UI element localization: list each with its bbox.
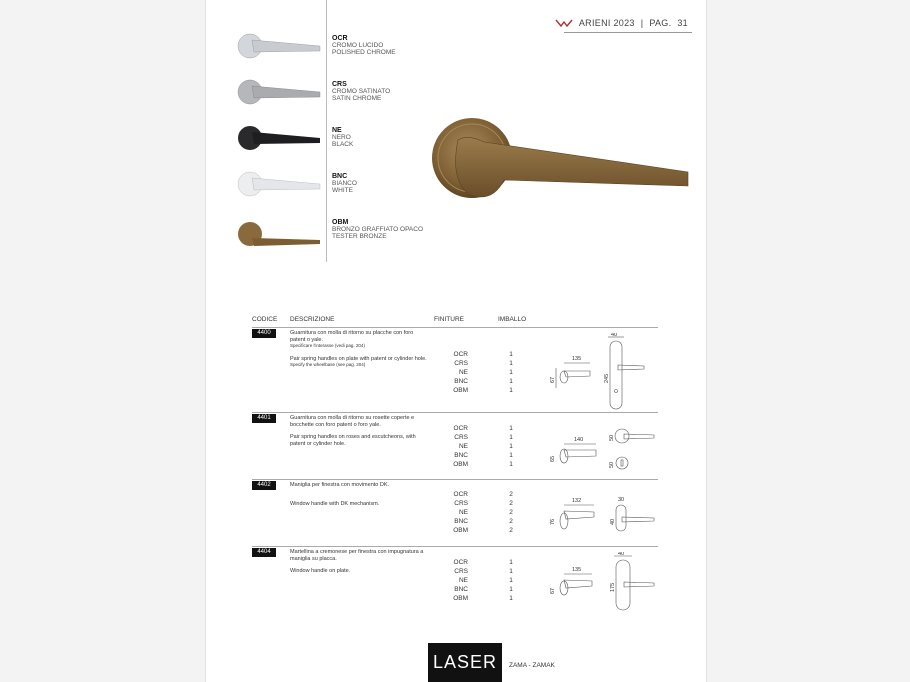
- col-code: CODICE: [252, 316, 278, 323]
- col-description: DESCRIZIONE: [290, 316, 335, 323]
- technical-drawing: [544, 552, 656, 614]
- finish-code: CRS: [454, 434, 468, 441]
- dim-height: 67: [550, 376, 556, 383]
- product-description: [290, 330, 430, 375]
- note-en: Specify the wheelbase (see pag. 204): [290, 362, 366, 367]
- finish-name-en: SATIN CHROME: [332, 95, 382, 102]
- table-rule: [252, 479, 658, 480]
- note-it: Specificare l'interasse (vedi pag. 204): [290, 343, 365, 348]
- handle-thumbnail-obm-icon: [236, 216, 326, 252]
- pack-qty: 1: [509, 595, 513, 602]
- pack-qty: 1: [509, 452, 513, 459]
- dim-plate-height: 245: [604, 373, 610, 383]
- pack-qty: 2: [509, 527, 513, 534]
- handle-thumbnail-crs-icon: [236, 78, 326, 114]
- table-rule: [252, 327, 658, 328]
- pack-qty: 1: [509, 360, 513, 367]
- pack-qty: 1: [509, 434, 513, 441]
- finish-code: BNC: [454, 518, 468, 525]
- dim-length: 135: [572, 356, 582, 362]
- brand-name: ARIENI 2023: [578, 18, 635, 28]
- technical-drawing: [544, 489, 656, 545]
- pack-qty: 1: [509, 577, 513, 584]
- product-code: 4404: [252, 548, 276, 557]
- finish-item-ocr: [236, 32, 536, 72]
- page-header: [555, 18, 688, 28]
- finish-code: CRS: [454, 500, 468, 507]
- dim-length: 140: [574, 437, 584, 443]
- product-description: [290, 482, 430, 513]
- finish-code: NE: [458, 577, 468, 584]
- finish-list: [438, 558, 468, 603]
- desc-it: Martellina a cremonese per finestra con impugnatura a maniglia su placca.: [290, 549, 424, 562]
- finish-code: CRS: [332, 81, 347, 88]
- finish-code: OBM: [453, 461, 468, 468]
- finish-name-en: TESTER BRONZE: [332, 233, 387, 240]
- handle-thumbnail-bnc-icon: [236, 170, 326, 206]
- finish-code: NE: [332, 127, 342, 134]
- finish-list: [438, 424, 468, 469]
- pack-list: [506, 424, 516, 469]
- dim-length: 135: [572, 567, 582, 573]
- handle-thumbnail-ne-icon: [236, 124, 326, 160]
- pack-qty: 1: [509, 425, 513, 432]
- page-number: 31: [677, 18, 688, 28]
- pack-qty: 2: [509, 491, 513, 498]
- finish-name-it: CROMO SATINATO: [332, 88, 391, 95]
- product-code: 4402: [252, 481, 276, 490]
- finish-name-it: BRONZO GRAFFIATO OPACO: [332, 226, 424, 233]
- header-rule: [564, 32, 692, 33]
- finish-code: NE: [458, 443, 468, 450]
- header-separator: |: [640, 18, 644, 28]
- dim-plate-height: 40: [610, 518, 616, 525]
- dim-height: 67: [550, 587, 556, 594]
- finish-code: OCR: [453, 559, 468, 566]
- pack-qty: 2: [509, 500, 513, 507]
- finish-code: BNC: [454, 378, 468, 385]
- finish-code: CRS: [454, 360, 468, 367]
- technical-drawing: [544, 420, 656, 478]
- pack-qty: 1: [509, 378, 513, 385]
- dim-plate-width: 30: [618, 497, 625, 503]
- pack-list: [506, 558, 516, 603]
- finish-list: [438, 350, 468, 395]
- finish-code: OBM: [453, 527, 468, 534]
- finish-code: BNC: [454, 452, 468, 459]
- product-description: [290, 549, 430, 581]
- desc-en: Window handle on plate.: [290, 568, 351, 574]
- col-packaging: IMBALLO: [498, 316, 527, 323]
- pack-qty: 2: [509, 509, 513, 516]
- dim-rose: 50: [609, 434, 615, 441]
- finish-code: OBM: [453, 595, 468, 602]
- finish-name-en: POLISHED CHROME: [332, 49, 396, 56]
- table-rule: [252, 546, 658, 547]
- table-row: [252, 414, 658, 478]
- pack-qty: 1: [509, 351, 513, 358]
- finish-code: OCR: [453, 351, 468, 358]
- product-description: [290, 415, 430, 453]
- finish-list: [438, 490, 468, 535]
- product-code: 4400: [252, 329, 276, 338]
- dim-height: 65: [550, 455, 556, 462]
- finish-name-it: NERO: [332, 134, 351, 141]
- pack-qty: 2: [509, 518, 513, 525]
- finish-code: BNC: [332, 173, 348, 180]
- dim-height: 76: [550, 518, 556, 525]
- desc-en: Window handle with DK mechanism.: [290, 500, 380, 507]
- pack-list: [506, 350, 516, 395]
- pack-qty: 1: [509, 461, 513, 468]
- hero-handle-image: [428, 108, 690, 208]
- desc-it: Maniglia per finestra con movimento DK.: [290, 482, 390, 488]
- model-name-badge: LASER: [428, 643, 502, 682]
- finish-code: NE: [458, 369, 468, 376]
- product-code: 4401: [252, 414, 276, 423]
- finish-name-en: BLACK: [332, 141, 354, 148]
- finish-code: OBM: [332, 219, 349, 226]
- technical-drawing: [544, 333, 656, 413]
- dim-escutcheon: 50: [609, 461, 615, 468]
- dim-length: 132: [572, 498, 582, 504]
- pack-qty: 1: [509, 443, 513, 450]
- table-row: [252, 548, 658, 614]
- pack-qty: 1: [509, 559, 513, 566]
- pack-qty: 1: [509, 586, 513, 593]
- finish-code: OCR: [332, 35, 348, 42]
- table-row: [252, 481, 658, 545]
- brand-logo-icon: [555, 18, 573, 28]
- pack-list: [506, 490, 516, 535]
- material-label: ZAMA - ZAMAK: [509, 662, 555, 669]
- table-row: [252, 329, 658, 411]
- finish-code: NE: [458, 509, 468, 516]
- table-rule: [252, 412, 658, 413]
- pack-qty: 1: [509, 369, 513, 376]
- finish-name-it: CROMO LUCIDO: [332, 42, 384, 49]
- finish-name-it: BIANCO: [332, 180, 357, 187]
- dim-plate-height: 175: [610, 582, 616, 592]
- desc-it: Guarnitura con molla di ritorno su rosette coperte e bocchette con foro patent o foro yale.: [290, 415, 415, 428]
- desc-it: Guarnitura con molla di ritorno su placche con foro patent o yale.: [290, 330, 414, 343]
- finish-code: BNC: [454, 586, 468, 593]
- dim-plate-width: 40: [618, 552, 625, 557]
- desc-en: Pair spring handles on roses and escutcheons, with patent or cylinder hole.: [290, 434, 416, 447]
- handle-thumbnail-ocr-icon: [236, 32, 326, 68]
- desc-en: Pair spring handles on plate with patent or cylinder hole.: [290, 355, 427, 362]
- finish-item-obm: [236, 216, 536, 256]
- col-finishes: FINITURE: [434, 316, 464, 323]
- pack-qty: 1: [509, 387, 513, 394]
- finish-code: OBM: [453, 387, 468, 394]
- finish-code: CRS: [454, 568, 468, 575]
- catalog-page: [205, 0, 707, 682]
- dim-plate-width: 40: [611, 333, 618, 338]
- page-label: PAG.: [649, 18, 672, 28]
- pack-qty: 1: [509, 568, 513, 575]
- finish-name-en: WHITE: [332, 187, 353, 194]
- finish-code: OCR: [453, 425, 468, 432]
- finish-code: OCR: [453, 491, 468, 498]
